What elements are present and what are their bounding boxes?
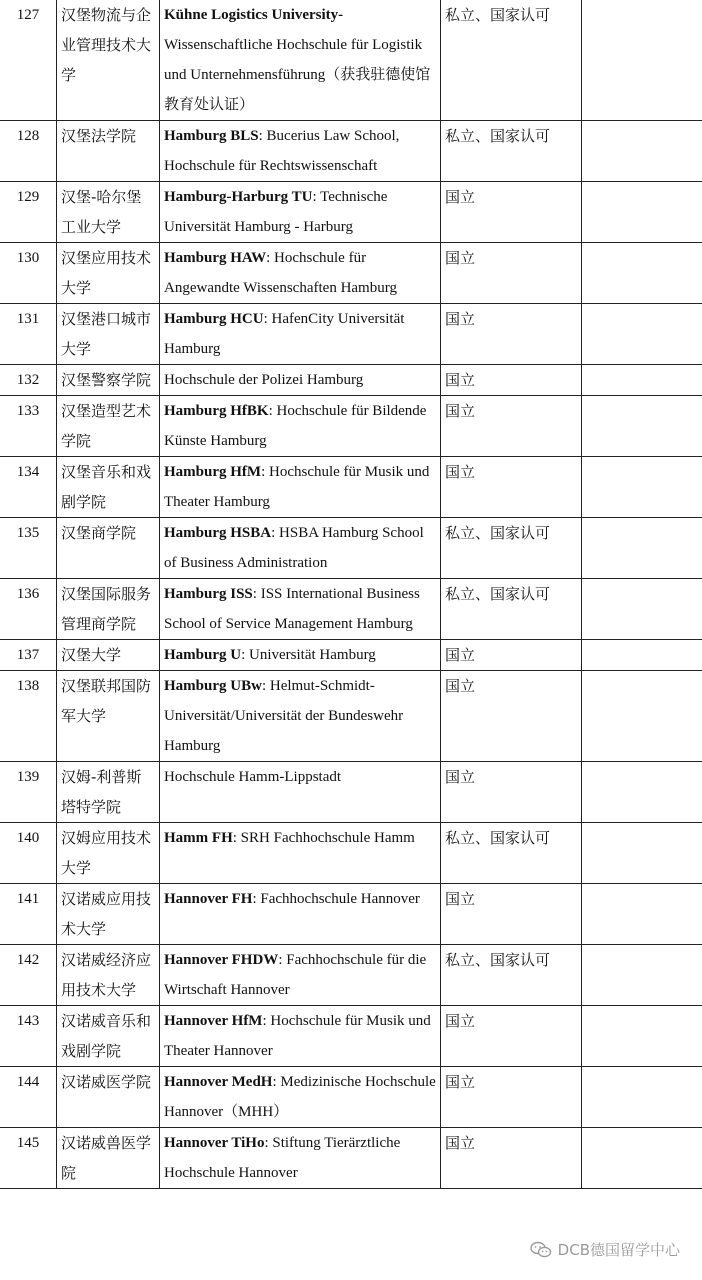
- chinese-name: 汉诺威音乐和戏剧学院: [57, 1006, 160, 1067]
- table-row: [0, 884, 702, 945]
- abbreviation: Hannover MedH: [164, 1074, 273, 1090]
- chinese-name: 汉堡商学院: [57, 518, 160, 579]
- chinese-name: 汉堡法学院: [57, 121, 160, 182]
- german-name: [160, 1067, 441, 1128]
- institution-type: 私立、国家认可: [441, 823, 582, 884]
- row-number: 136: [0, 579, 57, 640]
- table-row: [0, 396, 702, 457]
- empty-cell: [582, 1006, 702, 1067]
- german-name: [160, 365, 441, 396]
- institution-type: 国立: [441, 671, 582, 762]
- row-number: 134: [0, 457, 57, 518]
- chinese-name: 汉堡物流与企业管理技术大学: [57, 0, 160, 121]
- full-name: : Stiftung Tierärztliche Hochschule Hannover: [164, 1135, 401, 1181]
- table-row: [0, 243, 702, 304]
- empty-cell: [582, 457, 702, 518]
- full-name: Wissenschaftliche Hochschule für Logistik und Unternehmensführung（获我驻德使馆教育处认证）: [164, 37, 431, 113]
- full-name: : Universität Hamburg: [241, 647, 376, 663]
- table-row: [0, 579, 702, 640]
- empty-cell: [582, 762, 702, 823]
- abbreviation: Hamburg U: [164, 647, 242, 663]
- empty-cell: [582, 945, 702, 1006]
- chinese-name: 汉堡联邦国防军大学: [57, 671, 160, 762]
- chinese-name: 汉堡-哈尔堡工业大学: [57, 182, 160, 243]
- full-name: : Hochschule für Bildende Künste Hamburg: [164, 403, 427, 449]
- abbreviation: Kühne Logistics University-: [164, 7, 344, 23]
- row-number: 127: [0, 0, 57, 121]
- abbreviation: Hannover FH: [164, 891, 253, 907]
- german-name: [160, 304, 441, 365]
- abbreviation: Hamburg BLS: [164, 128, 259, 144]
- table-row: [0, 457, 702, 518]
- institution-type: 私立、国家认可: [441, 121, 582, 182]
- chinese-name: 汉诺威经济应用技术大学: [57, 945, 160, 1006]
- german-name: [160, 640, 441, 671]
- full-name: : Technische Universität Hamburg - Harburg: [164, 189, 388, 235]
- german-name: [160, 945, 441, 1006]
- row-number: 135: [0, 518, 57, 579]
- chinese-name: 汉诺威医学院: [57, 1067, 160, 1128]
- german-name: [160, 518, 441, 579]
- row-number: 139: [0, 762, 57, 823]
- chinese-name: 汉诺威应用技术大学: [57, 884, 160, 945]
- row-number: 144: [0, 1067, 57, 1128]
- watermark-text: DCB德国留学中心: [557, 1241, 680, 1259]
- institution-type: 国立: [441, 1006, 582, 1067]
- abbreviation: Hamburg HAW: [164, 250, 267, 266]
- abbreviation: Hamburg HSBA: [164, 525, 272, 541]
- empty-cell: [582, 0, 702, 121]
- full-name: : Fachhochschule für die Wirtschaft Hannover: [164, 952, 427, 998]
- abbreviation: Hamburg-Harburg TU: [164, 189, 313, 205]
- row-number: 142: [0, 945, 57, 1006]
- table-row: [0, 182, 702, 243]
- empty-cell: [582, 640, 702, 671]
- table-row: [0, 0, 702, 121]
- institution-type: 国立: [441, 762, 582, 823]
- row-number: 129: [0, 182, 57, 243]
- chinese-name: 汉堡警察学院: [57, 365, 160, 396]
- empty-cell: [582, 365, 702, 396]
- wechat-icon: [530, 1241, 552, 1259]
- row-number: 130: [0, 243, 57, 304]
- full-name: : HafenCity Universität Hamburg: [164, 311, 405, 357]
- row-number: 133: [0, 396, 57, 457]
- institution-type: 私立、国家认可: [441, 579, 582, 640]
- empty-cell: [582, 121, 702, 182]
- german-name: [160, 579, 441, 640]
- table-row: [0, 1067, 702, 1128]
- row-number: 131: [0, 304, 57, 365]
- full-name: : ISS International Business School of Service Management Hamburg: [164, 586, 420, 632]
- abbreviation: Hannover HfM: [164, 1013, 263, 1029]
- chinese-name: 汉堡应用技术大学: [57, 243, 160, 304]
- full-name: : Fachhochschule Hannover: [252, 891, 420, 907]
- chinese-name: 汉堡音乐和戏剧学院: [57, 457, 160, 518]
- full-name: : HSBA Hamburg School of Business Administration: [164, 525, 424, 571]
- empty-cell: [582, 182, 702, 243]
- institution-type: 国立: [441, 243, 582, 304]
- institution-type: 私立、国家认可: [441, 518, 582, 579]
- german-name: [160, 0, 441, 121]
- german-name: [160, 243, 441, 304]
- full-name: : Medizinische Hochschule Hannover（MHH）: [164, 1074, 436, 1120]
- table-row: [0, 1006, 702, 1067]
- institution-type: 私立、国家认可: [441, 0, 582, 121]
- full-name: : Bucerius Law School, Hochschule für Rechtswissenschaft: [164, 128, 400, 174]
- row-number: 132: [0, 365, 57, 396]
- empty-cell: [582, 243, 702, 304]
- table-row: [0, 1128, 702, 1189]
- row-number: 141: [0, 884, 57, 945]
- table-row: [0, 518, 702, 579]
- abbreviation: Hamburg HCU: [164, 311, 264, 327]
- institution-type: 国立: [441, 457, 582, 518]
- german-name: [160, 1006, 441, 1067]
- empty-cell: [582, 1128, 702, 1189]
- abbreviation: Hannover TiHo: [164, 1135, 265, 1151]
- full-name: : Helmut-Schmidt-Universität/Universität der Bundeswehr Hamburg: [164, 678, 404, 754]
- empty-cell: [582, 579, 702, 640]
- empty-cell: [582, 396, 702, 457]
- abbreviation: Hamburg ISS: [164, 586, 253, 602]
- row-number: 140: [0, 823, 57, 884]
- institution-type: 国立: [441, 640, 582, 671]
- abbreviation: Hamburg HfBK: [164, 403, 269, 419]
- row-number: 138: [0, 671, 57, 762]
- german-name: [160, 823, 441, 884]
- row-number: 137: [0, 640, 57, 671]
- full-name: Hochschule der Polizei Hamburg: [164, 372, 364, 388]
- chinese-name: 汉堡造型艺术学院: [57, 396, 160, 457]
- institution-type: 国立: [441, 304, 582, 365]
- full-name: : Hochschule für Angewandte Wissenschaften Hamburg: [164, 250, 397, 296]
- full-name: : Hochschule für Musik und Theater Hannover: [164, 1013, 431, 1059]
- chinese-name: 汉堡国际服务管理商学院: [57, 579, 160, 640]
- abbreviation: Hannover FHDW: [164, 952, 279, 968]
- chinese-name: 汉堡港口城市大学: [57, 304, 160, 365]
- empty-cell: [582, 1067, 702, 1128]
- empty-cell: [582, 518, 702, 579]
- table-row: [0, 823, 702, 884]
- institution-type: 国立: [441, 884, 582, 945]
- row-number: 145: [0, 1128, 57, 1189]
- table-row: [0, 945, 702, 1006]
- full-name: : SRH Fachhochschule Hamm: [232, 830, 415, 846]
- chinese-name: 汉堡大学: [57, 640, 160, 671]
- chinese-name: 汉姆应用技术大学: [57, 823, 160, 884]
- row-number: 128: [0, 121, 57, 182]
- institution-type: 国立: [441, 396, 582, 457]
- abbreviation: Hamm FH: [164, 830, 233, 846]
- abbreviation: Hamburg UBw: [164, 678, 262, 694]
- german-name: [160, 1128, 441, 1189]
- empty-cell: [582, 823, 702, 884]
- german-name: [160, 884, 441, 945]
- full-name: Hochschule Hamm-Lippstadt: [164, 769, 342, 785]
- table-row: [0, 762, 702, 823]
- institution-type: 国立: [441, 365, 582, 396]
- full-name: : Hochschule für Musik und Theater Hamburg: [164, 464, 430, 510]
- table-row: [0, 365, 702, 396]
- table-row: [0, 640, 702, 671]
- empty-cell: [582, 671, 702, 762]
- chinese-name: 汉姆-利普斯塔特学院: [57, 762, 160, 823]
- institution-type: 国立: [441, 182, 582, 243]
- empty-cell: [582, 884, 702, 945]
- institution-type: 国立: [441, 1067, 582, 1128]
- empty-cell: [582, 304, 702, 365]
- german-name: [160, 182, 441, 243]
- row-number: 143: [0, 1006, 57, 1067]
- german-name: [160, 457, 441, 518]
- table-row: [0, 304, 702, 365]
- german-name: [160, 396, 441, 457]
- german-name: [160, 671, 441, 762]
- table-row: [0, 121, 702, 182]
- watermark: [530, 1239, 680, 1260]
- german-name: [160, 121, 441, 182]
- german-name: [160, 762, 441, 823]
- institution-type: 私立、国家认可: [441, 945, 582, 1006]
- abbreviation: Hamburg HfM: [164, 464, 262, 480]
- institution-type: 国立: [441, 1128, 582, 1189]
- chinese-name: 汉诺威兽医学院: [57, 1128, 160, 1189]
- table-row: [0, 671, 702, 762]
